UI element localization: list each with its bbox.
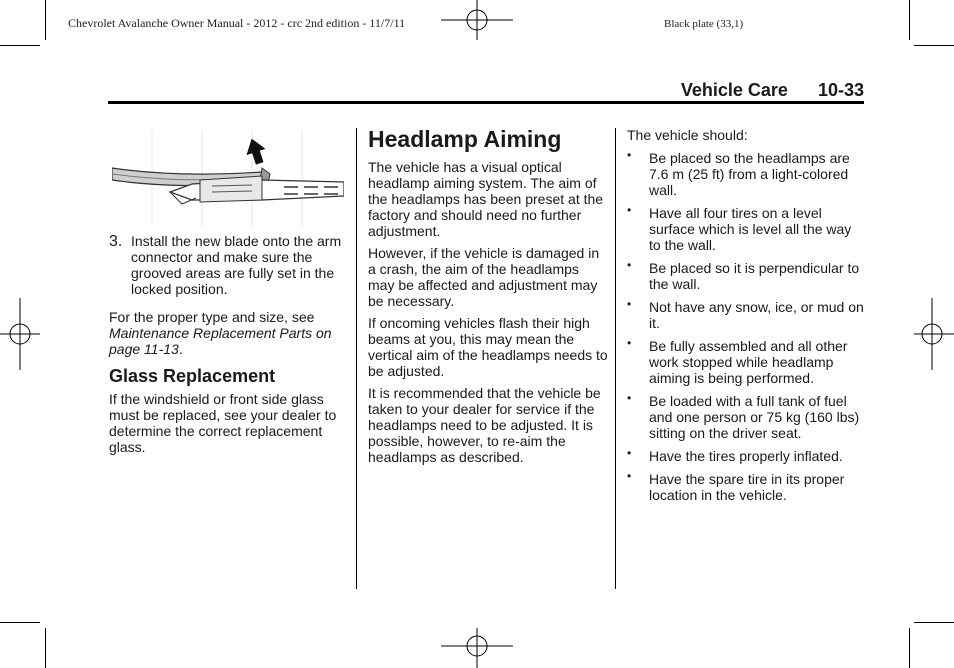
proper-type-text: For the proper type and size, see xyxy=(109,309,315,325)
crop-mark xyxy=(0,45,40,46)
registration-mark-icon xyxy=(441,0,513,40)
cross-reference-link[interactable]: Maintenance Replacement Parts on page 11-13 xyxy=(109,325,332,357)
paragraph: It is recommended that the vehicle be taken to your dealer for service if the headlamps need to be adjusted. It is possible, however, to re-aim the headlamps as described. xyxy=(368,385,601,465)
list-item: • Have the tires properly inflated. xyxy=(627,448,865,464)
column-divider xyxy=(615,128,616,589)
list-item: • Be placed so it is perpendicular to the wall. xyxy=(627,260,865,292)
section-title: Vehicle Care xyxy=(680,80,788,100)
list-item: • Be loaded with a full tank of fuel and one person or 75 kg (160 lbs) sitting on the driver seat. xyxy=(627,393,865,441)
requirements-list xyxy=(627,150,865,503)
step-text: Install the new blade onto the arm connector and make sure the grooved areas are fully set in the locked position. xyxy=(131,233,342,297)
crop-mark xyxy=(914,622,954,623)
column-middle xyxy=(368,125,608,471)
crop-mark xyxy=(909,0,910,40)
period: . xyxy=(178,341,183,357)
paragraph: If oncoming vehicles flash their high beams at you, this may mean the vertical aim of the headlamps needs to be adjusted. xyxy=(368,315,608,379)
headlamp-aiming-heading: Headlamp Aiming xyxy=(368,126,562,152)
crop-mark xyxy=(45,628,46,668)
list-intro: The vehicle should: xyxy=(627,127,748,143)
section-header xyxy=(681,80,864,101)
step-number: 3. xyxy=(109,233,123,250)
registration-mark-icon xyxy=(441,628,513,668)
registration-mark-icon xyxy=(914,298,954,370)
list-item: • Have all four tires on a level surface which is level all the way to the wall. xyxy=(627,205,865,253)
page-number: 10-33 xyxy=(817,80,864,100)
step-3 xyxy=(109,233,349,303)
crop-mark xyxy=(45,0,46,40)
header-rule xyxy=(108,101,864,104)
glass-replacement-heading: Glass Replacement xyxy=(109,366,276,386)
proper-type-paragraph xyxy=(109,309,349,357)
plate-label: Black plate (33,1) xyxy=(664,18,744,30)
crop-mark xyxy=(0,622,40,623)
paragraph: However, if the vehicle is damaged in a crash, the aim of the headlamps may be affected and adjustment may be necessary. xyxy=(368,245,600,309)
crop-mark xyxy=(909,628,910,668)
print-slug: Chevrolet Avalanche Owner Manual - 2012 - crc 2nd edition - 11/7/11 xyxy=(68,16,406,30)
glass-replacement-text: If the windshield or front side glass must be replaced, see your dealer to determine the correct replacement glass. xyxy=(109,391,337,455)
crop-mark xyxy=(914,45,954,46)
column-divider xyxy=(356,128,357,589)
registration-mark-icon xyxy=(0,298,40,370)
column-left xyxy=(109,233,349,461)
list-item: • Be placed so the headlamps are 7.6 m (25 ft) from a light-colored wall. xyxy=(627,150,865,198)
list-item: • Be fully assembled and all other work stopped while headlamp aiming is being performed. xyxy=(627,338,865,386)
wiper-blade-illustration xyxy=(112,130,344,226)
column-right xyxy=(627,127,865,510)
paragraph: The vehicle has a visual optical headlamp aiming system. The aim of the headlamps has been preset at the factory and should need no further adjustment. xyxy=(368,159,604,239)
list-item: • Not have any snow, ice, or mud on it. xyxy=(627,299,865,331)
list-item: • Have the spare tire in its proper location in the vehicle. xyxy=(627,471,865,503)
